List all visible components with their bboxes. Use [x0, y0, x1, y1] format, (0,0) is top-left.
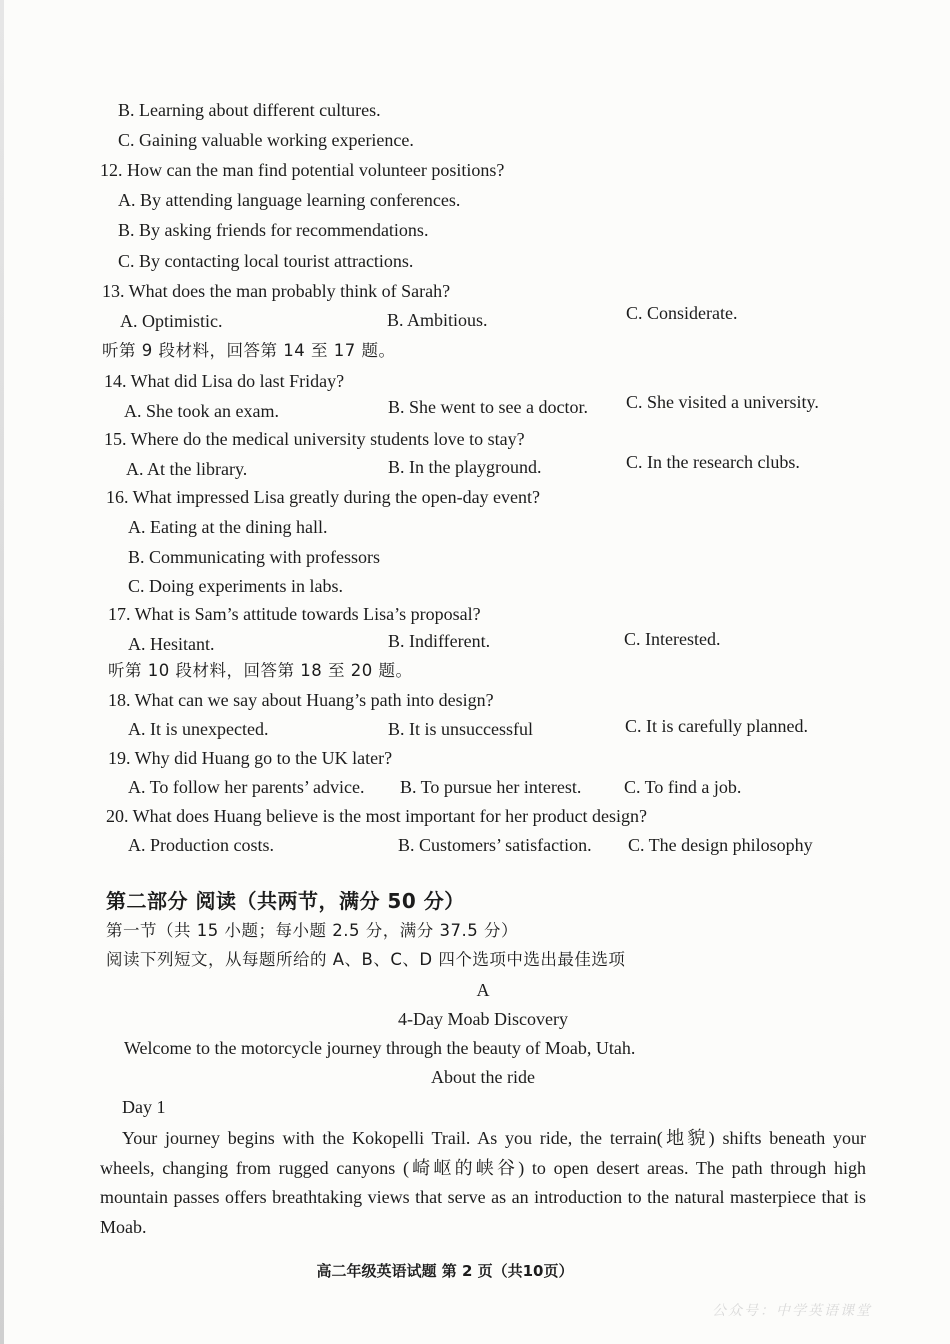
question-15-option-a: A. At the library.: [126, 459, 248, 479]
reading-part-heading: 第二部分 阅读（共两节，满分 50 分）: [106, 889, 465, 913]
question-14-option-a: A. She took an exam.: [124, 401, 279, 421]
question-15-option-c: C. In the research clubs.: [626, 452, 800, 472]
question-14-stem: 14. What did Lisa do last Friday?: [104, 371, 345, 391]
passage-intro: Welcome to the motorcycle journey through the beauty of Moab, Utah.: [124, 1038, 636, 1058]
question-13-option-b: B. Ambitious.: [387, 310, 488, 330]
question-16-option-c: C. Doing experiments in labs.: [128, 576, 343, 596]
listening-instruction-9: 听第 9 段材料，回答第 14 至 17 题。: [102, 341, 396, 360]
question-19-option-a: A. To follow her parents’ advice.: [128, 777, 365, 797]
question-13-option-c: C. Considerate.: [626, 303, 738, 323]
question-11-option-b: B. Learning about different cultures.: [118, 100, 381, 120]
question-20-option-b: B. Customers’ satisfaction.: [398, 835, 592, 855]
question-18-option-b: B. It is unsuccessful: [388, 719, 533, 739]
question-19-stem: 19. Why did Huang go to the UK later?: [108, 748, 393, 768]
question-12-stem: 12. How can the man find potential volunteer positions?: [100, 160, 505, 180]
question-17-option-b: B. Indifferent.: [388, 631, 491, 651]
question-17-option-c: C. Interested.: [624, 629, 721, 649]
question-17-option-a: A. Hesitant.: [128, 634, 215, 654]
question-16-option-a: A. Eating at the dining hall.: [128, 517, 328, 537]
question-12-option-b: B. By asking friends for recommendations.: [118, 220, 429, 240]
question-15-stem: 15. Where do the medical university students love to stay?: [104, 429, 525, 449]
passage-title: 4-Day Moab Discovery: [398, 1009, 568, 1029]
question-18-stem: 18. What can we say about Huang’s path into design?: [108, 690, 494, 710]
question-11-option-c: C. Gaining valuable working experience.: [118, 130, 414, 150]
passage-day-label: Day 1: [122, 1097, 166, 1117]
reading-instruction: 阅读下列短文，从每题所给的 A、B、C、D 四个选项中选出最佳选项: [106, 950, 626, 969]
question-16-option-b: B. Communicating with professors: [128, 547, 380, 567]
passage-paragraph: Your journey begins with the Kokopelli Trail. As you ride, the terrain(地貌) shifts beneath your wheels, changing from rugged canyons (崎岖的峡谷) to open desert areas. The path through high mountain passes offers breathtaking views that serve as an introduction to the natural masterpiece that is Moab.: [100, 1128, 866, 1237]
question-19-option-b: B. To pursue her interest.: [400, 777, 582, 797]
passage-subtitle: About the ride: [431, 1067, 535, 1087]
reading-section-1-heading: 第一节（共 15 小题；每小题 2.5 分，满分 37.5 分）: [106, 921, 518, 940]
question-20-option-a: A. Production costs.: [128, 835, 274, 855]
watermark: 公众号：中学英语课堂: [712, 1303, 872, 1319]
question-20-stem: 20. What does Huang believe is the most important for her product design?: [106, 806, 648, 826]
question-12-option-a: A. By attending language learning conferences.: [118, 190, 461, 210]
page-footer: 高二年级英语试题 第 2 页（共10页）: [316, 1262, 574, 1280]
question-13-stem: 13. What does the man probably think of Sarah?: [102, 281, 451, 301]
question-14-option-c: C. She visited a university.: [626, 392, 819, 412]
question-20-option-c: C. The design philosophy: [628, 835, 813, 855]
question-15-option-b: B. In the playground.: [388, 457, 542, 477]
question-18-option-c: C. It is carefully planned.: [625, 716, 808, 736]
question-19-option-c: C. To find a job.: [624, 777, 742, 797]
question-12-option-c: C. By contacting local tourist attractions.: [118, 251, 414, 271]
question-16-stem: 16. What impressed Lisa greatly during the open-day event?: [106, 487, 541, 507]
listening-instruction-10: 听第 10 段材料，回答第 18 至 20 题。: [108, 661, 413, 680]
question-13-option-a: A. Optimistic.: [120, 311, 223, 331]
scan-edge: [0, 0, 4, 1344]
question-18-option-a: A. It is unexpected.: [128, 719, 269, 739]
passage-label: A: [476, 980, 490, 1000]
question-14-option-b: B. She went to see a doctor.: [388, 397, 588, 417]
question-17-stem: 17. What is Sam’s attitude towards Lisa’s proposal?: [108, 604, 481, 624]
